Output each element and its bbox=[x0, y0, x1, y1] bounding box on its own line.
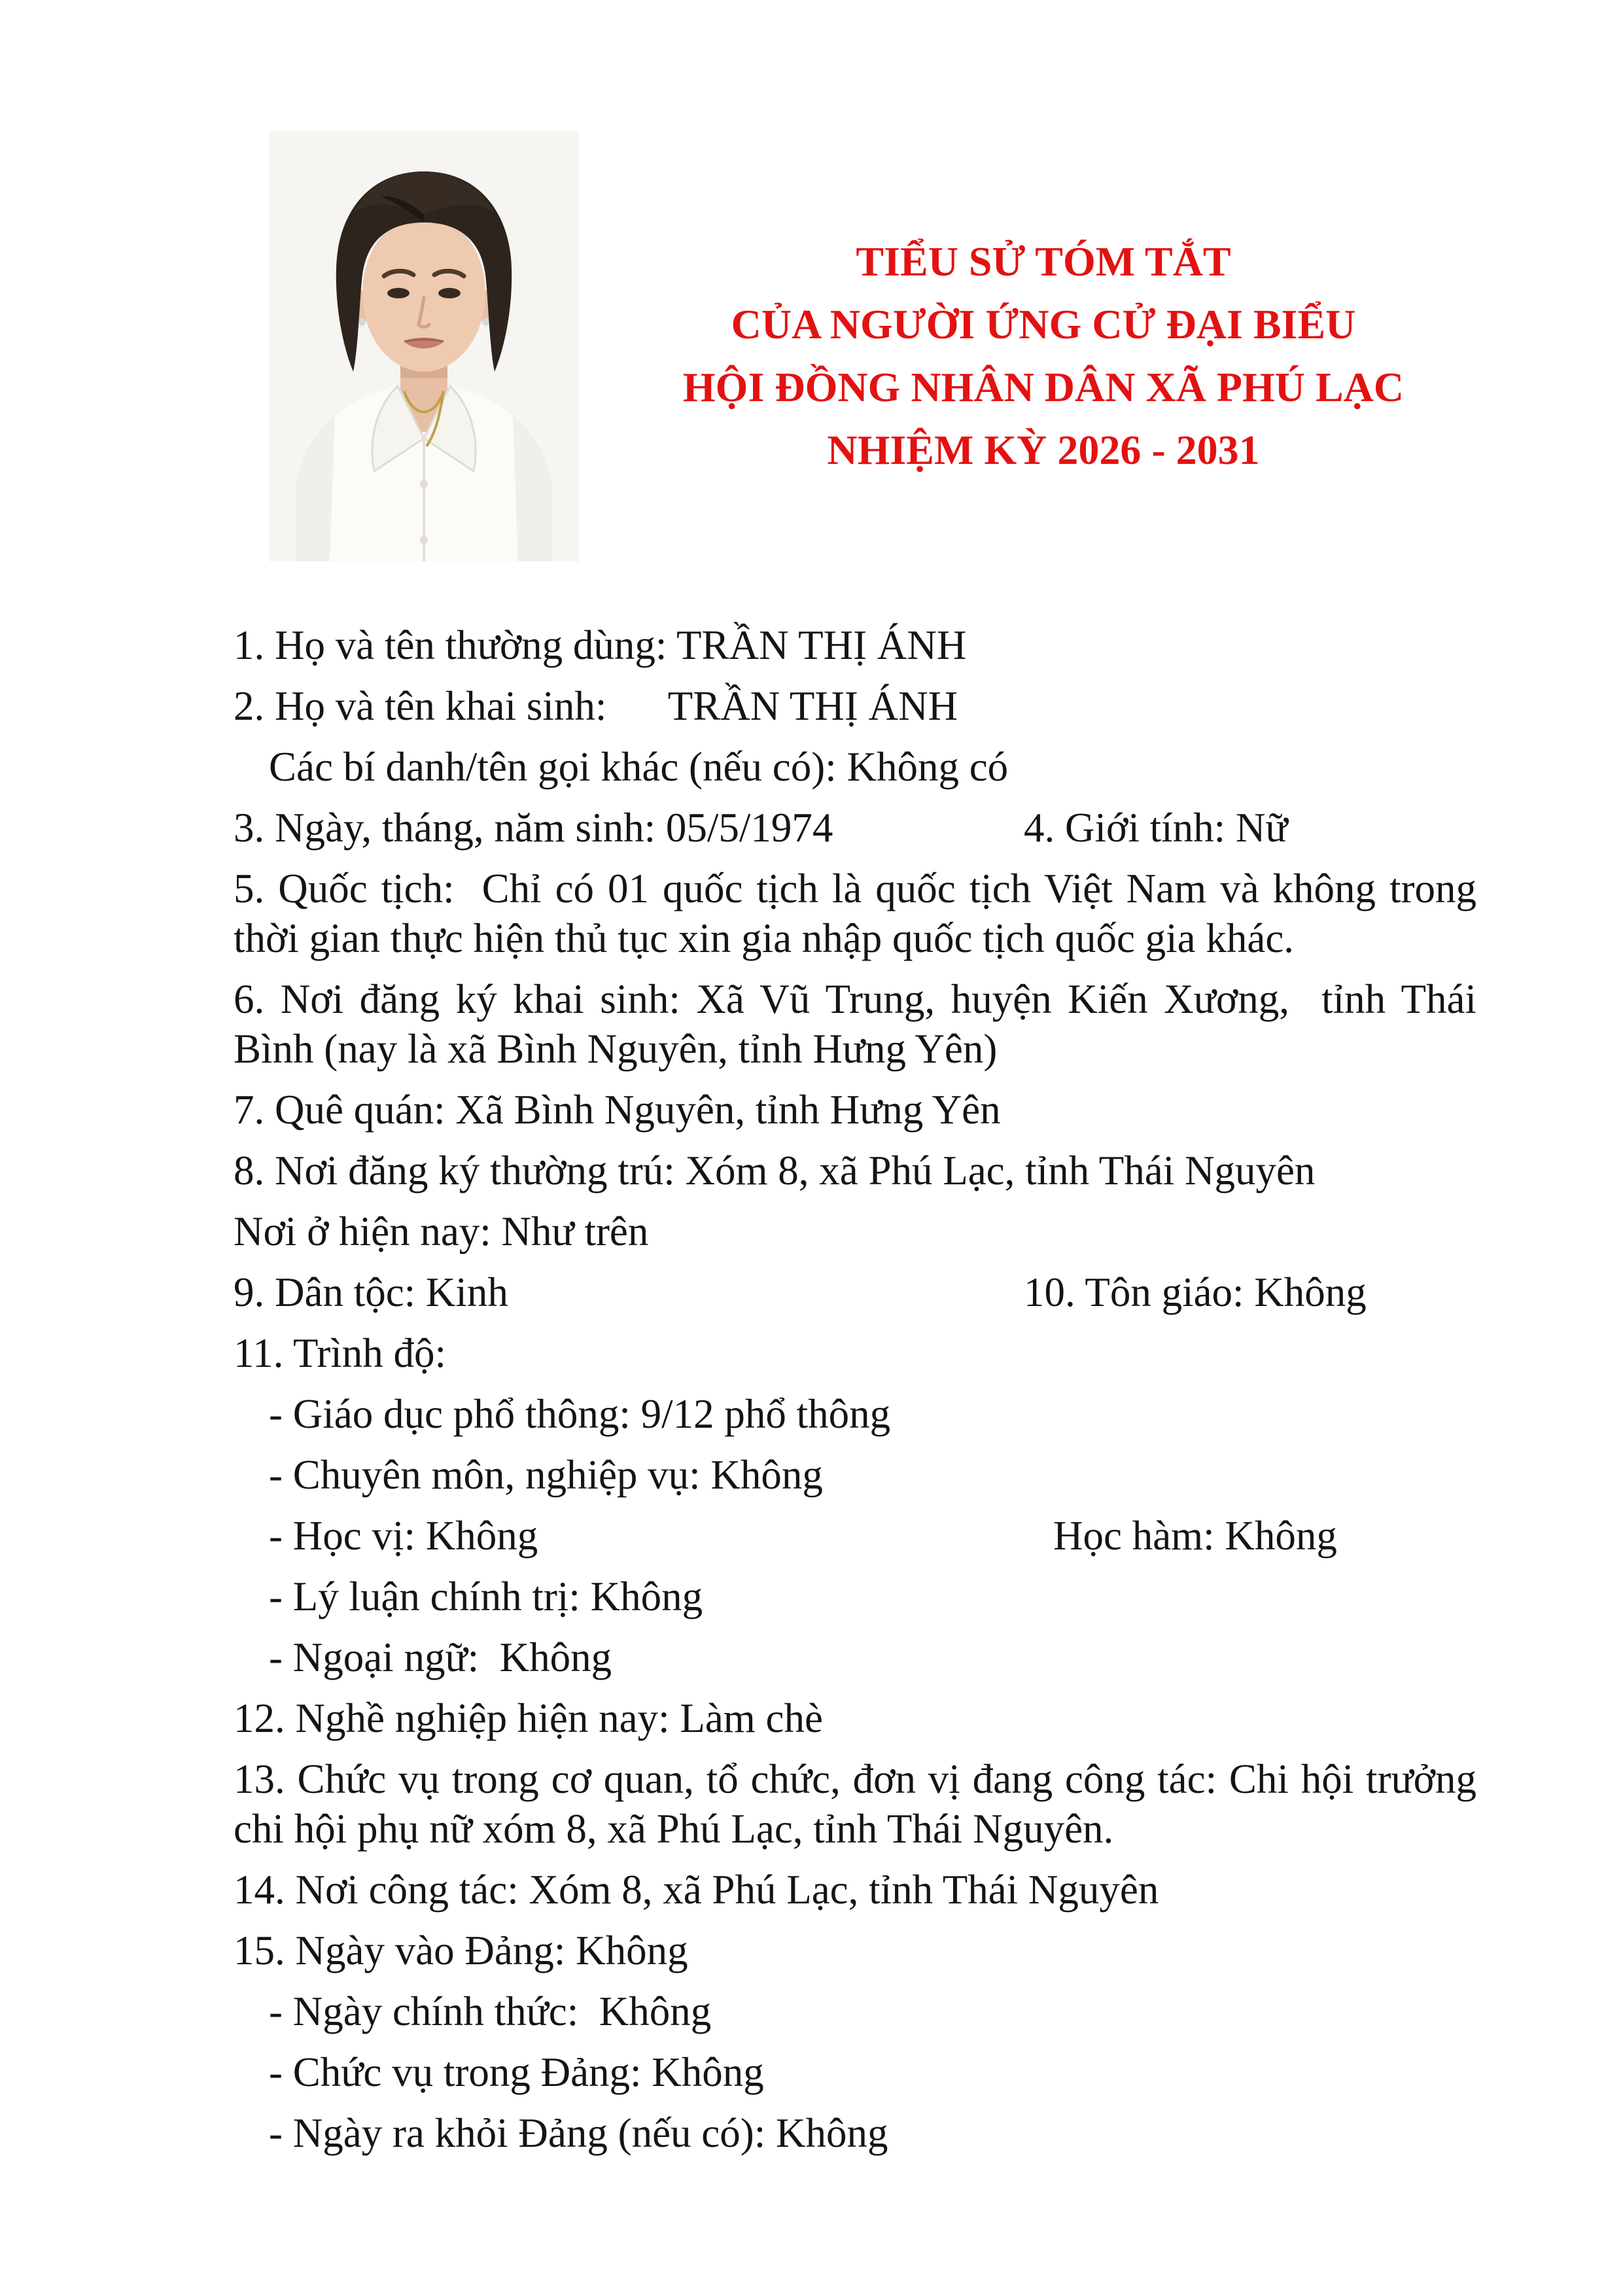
photo-face bbox=[362, 215, 485, 372]
paragraph-text: 15. Ngày vào Đảng: Không bbox=[234, 1928, 688, 1973]
paragraph-text: Các bí danh/tên gọi khác (nếu có): Không có bbox=[269, 744, 1009, 790]
paragraph-text: 6. Nơi đăng ký khai sinh: Xã Vũ Trung, huyện Kiến Xương, tỉnh Thái Bình (nay là xã Bình Nguyên, tỉnh Hưng Yên) bbox=[234, 976, 1487, 1072]
paragraph-16 bbox=[234, 1633, 1476, 1682]
paragraph-text: 14. Nơi công tác: Xóm 8, xã Phú Lạc, tỉnh Thái Nguyên bbox=[234, 1867, 1159, 1913]
paragraph-2 bbox=[234, 681, 1476, 731]
paragraph-22 bbox=[234, 2047, 1476, 2097]
paragraph-8 bbox=[234, 1146, 1476, 1195]
paragraph-14 bbox=[234, 1511, 1476, 1561]
paragraph-text: - Lý luận chính trị: Không bbox=[269, 1574, 703, 1619]
paragraph-col2-text: 4. Giới tính: Nữ bbox=[1024, 805, 1288, 851]
paragraph-text: 7. Quê quán: Xã Bình Nguyên, tỉnh Hưng Yên bbox=[234, 1087, 1001, 1133]
paragraph-4 bbox=[234, 803, 1476, 853]
paragraph-text: 1. Họ và tên thường dùng: TRẦN THỊ ÁNH bbox=[234, 622, 967, 668]
paragraph-text: 5. Quốc tịch: Chỉ có 01 quốc tịch là quốc tịch Việt Nam và không trong thời gian thực hiện thủ tục xin gia nhập quốc tịch quốc gia khác. bbox=[234, 866, 1487, 961]
paragraph-text: 12. Nghề nghiệp hiện nay: Làm chè bbox=[234, 1695, 823, 1741]
paragraph-text: - Giáo dục phổ thông: 9/12 phổ thông bbox=[269, 1391, 891, 1437]
paragraph-col2-text: Học hàm: Không bbox=[1053, 1513, 1337, 1559]
paragraph-text: - Ngày ra khỏi Đảng (nếu có): Không bbox=[269, 2110, 888, 2156]
paragraph-13 bbox=[234, 1450, 1476, 1500]
paragraph-18 bbox=[234, 1754, 1487, 1854]
paragraph-text: - Chuyên môn, nghiệp vụ: Không bbox=[269, 1452, 823, 1498]
paragraph-9 bbox=[234, 1207, 1476, 1256]
paragraph-5 bbox=[234, 864, 1487, 963]
title-line-4: NHIỆM KỲ 2026 - 2031 bbox=[827, 427, 1260, 473]
paragraph-text: 8. Nơi đăng ký thường trú: Xóm 8, xã Phú Lạc, tỉnh Thái Nguyên bbox=[234, 1148, 1316, 1193]
paragraph-text: - Ngoại ngữ: Không bbox=[269, 1634, 612, 1680]
paragraph-text: - Ngày chính thức: Không bbox=[269, 1988, 712, 2034]
paragraph-1 bbox=[234, 620, 1476, 670]
paragraph-6 bbox=[234, 974, 1487, 1074]
paragraph-12 bbox=[234, 1389, 1476, 1439]
paragraph-col2-text: 10. Tôn giáo: Không bbox=[1024, 1269, 1367, 1315]
title-line-2: CỦA NGƯỜI ỨNG CỬ ĐẠI BIỂU bbox=[731, 301, 1356, 347]
candidate-portrait-image bbox=[270, 131, 579, 561]
paragraph-7 bbox=[234, 1085, 1476, 1135]
content bbox=[234, 620, 1487, 2169]
paragraph-10 bbox=[234, 1267, 1476, 1317]
paragraph-19 bbox=[234, 1865, 1476, 1915]
paragraph-text: 13. Chức vụ trong cơ quan, tổ chức, đơn vị đang công tác: Chi hội trưởng chi hội phụ nữ xóm 8, xã Phú Lạc, tỉnh Thái Nguyên. bbox=[234, 1756, 1487, 1852]
paragraph-text: Nơi ở hiện nay: Như trên bbox=[234, 1209, 649, 1254]
paragraph-text: - Chức vụ trong Đảng: Không bbox=[269, 2049, 764, 2095]
paragraph-text: 11. Trình độ: bbox=[234, 1330, 447, 1376]
paragraph-20 bbox=[234, 1926, 1476, 1975]
paragraph-15 bbox=[234, 1572, 1476, 1621]
paragraph-11 bbox=[234, 1328, 1476, 1378]
paragraph-text: 9. Dân tộc: Kinh bbox=[234, 1269, 508, 1315]
title-line-3: HỘI ĐỒNG NHÂN DÂN XÃ PHÚ LẠC bbox=[682, 364, 1405, 410]
paragraph-text: 2. Họ và tên khai sinh: TRẦN THỊ ÁNH bbox=[234, 683, 958, 729]
title-line-1: TIỂU SỬ TÓM TẮT bbox=[856, 238, 1231, 285]
document-title bbox=[589, 230, 1498, 482]
paragraph-text: - Học vị: Không bbox=[269, 1513, 538, 1559]
paragraph-17 bbox=[234, 1693, 1476, 1743]
paragraph-3 bbox=[234, 742, 1476, 792]
paragraph-23 bbox=[234, 2108, 1476, 2158]
candidate-photo bbox=[270, 131, 579, 561]
paragraph-text: 3. Ngày, tháng, năm sinh: 05/5/1974 bbox=[234, 805, 833, 851]
paragraph-21 bbox=[234, 1987, 1476, 2036]
